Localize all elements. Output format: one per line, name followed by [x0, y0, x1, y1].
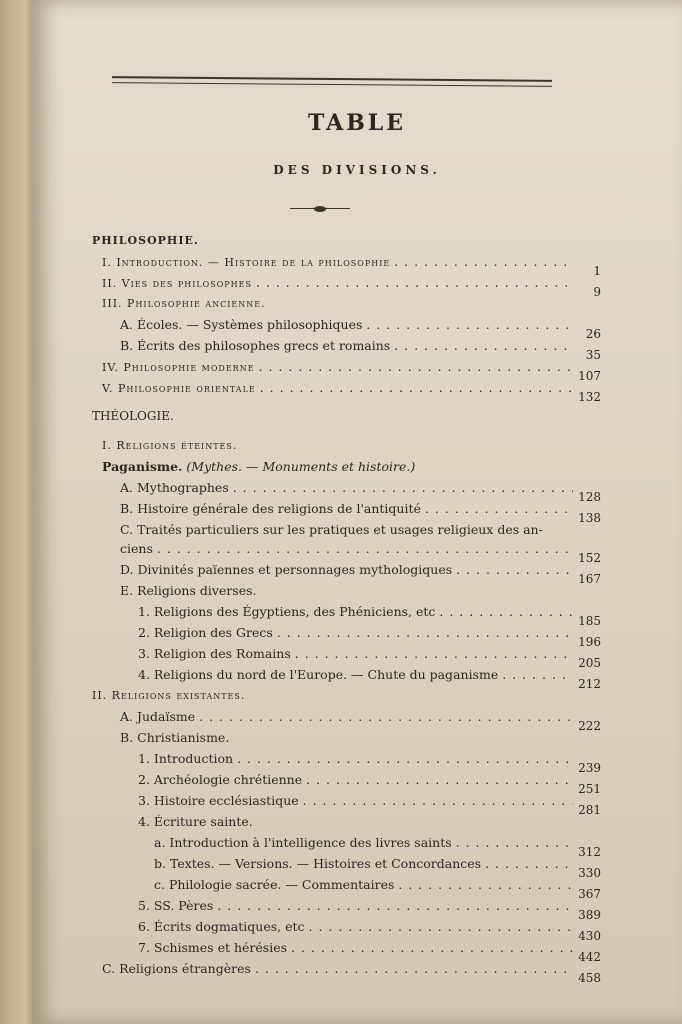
- top-rule: [112, 76, 552, 82]
- toc-subheading: E. Religions diverses.: [120, 583, 257, 598]
- toc-entry: 5. SS. Pères . . . 389: [92, 897, 577, 918]
- page-number: 281: [578, 803, 601, 817]
- page-number: 458: [578, 971, 601, 985]
- page-number: 442: [578, 950, 601, 964]
- toc-entry-wrap: C. Traités particuliers sur les pratiques et usages religieux des an-: [120, 522, 543, 537]
- toc-subheading: I. Religions éteintes.: [102, 439, 238, 452]
- toc-entry: 3. Religion des Romains . . . 205: [92, 645, 577, 666]
- table-of-contents: [92, 232, 601, 985]
- page-number: 430: [578, 929, 601, 943]
- toc-entry: A. Judaïsme . . . 222: [92, 708, 577, 729]
- toc-subheading: II. Religions existantes.: [92, 689, 246, 702]
- toc-entry: 6. Écrits dogmatiques, etc . . . 430: [92, 918, 577, 939]
- toc-entry: D. Divinités païennes et personnages mythologiques . . . 167: [92, 561, 577, 582]
- toc-entry: 1. Religions des Égyptiens, des Phéniciens, etc . . . 185: [92, 603, 577, 624]
- book-page: [32, 0, 682, 1024]
- page-number: 330: [578, 866, 601, 880]
- page-number: 107: [578, 369, 601, 383]
- page-number: 152: [578, 551, 601, 565]
- toc-entry: V. Philosophie orientale . . . 132: [92, 379, 577, 400]
- toc-entry: III. Philosophie ancienne.: [102, 297, 266, 310]
- toc-entry: 1. Introduction . . . 239: [92, 750, 577, 771]
- page-number: 9: [593, 285, 601, 299]
- page-number: 26: [585, 327, 601, 341]
- page-title: TABLE: [307, 110, 407, 136]
- page-number: 205: [578, 656, 601, 670]
- page-number: 222: [578, 719, 601, 733]
- ornament-divider: [290, 206, 350, 212]
- toc-entry: 3. Histoire ecclésiastique . . . 281: [92, 792, 577, 813]
- toc-subheading-paganisme: Paganisme. (Mythes. — Monuments et histoire.): [102, 459, 416, 474]
- toc-entry: B. Histoire générale des religions de l'antiquité . . . 138: [92, 500, 577, 521]
- toc-entry: 2. Archéologie chrétienne . . . 251: [92, 771, 577, 792]
- toc-entry: b. Textes. — Versions. — Histoires et Concordances . . . 330: [92, 855, 577, 876]
- page-number: 367: [578, 887, 601, 901]
- toc-entry: 7. Schismes et hérésies . . . 442: [92, 939, 577, 960]
- page-number: 212: [578, 677, 601, 691]
- page-number: 132: [578, 390, 601, 404]
- page-subtitle: DES DIVISIONS.: [273, 163, 441, 177]
- toc-entry: c. Philologie sacrée. — Commentaires . . . 367: [92, 876, 577, 897]
- section-heading-philosophie: PHILOSOPHIE.: [92, 234, 199, 247]
- section-heading-theologie: THÉOLOGIE.: [92, 409, 174, 423]
- page-number: 251: [578, 782, 601, 796]
- toc-entry: I. Introduction. — Histoire de la philosophie . . . 1: [92, 253, 577, 274]
- toc-entry: 2. Religion des Grecs . . . 196: [92, 624, 577, 645]
- page-number: 196: [578, 635, 601, 649]
- toc-entry: IV. Philosophie moderne . . . 107: [92, 358, 577, 379]
- page-number: 128: [578, 490, 601, 504]
- toc-entry: a. Introduction à l'intelligence des livres saints . . . 312: [92, 834, 577, 855]
- toc-entry: ciens . . . 152: [92, 540, 577, 561]
- page-number: 185: [578, 614, 601, 628]
- page-number: 312: [578, 845, 601, 859]
- page-number: 35: [585, 348, 601, 362]
- toc-entry: C. Religions étrangères . . . 458: [92, 960, 577, 981]
- toc-entry: 4. Religions du nord de l'Europe. — Chute du paganisme . . . 212: [92, 666, 577, 687]
- page-number: 1: [593, 264, 601, 278]
- toc-subheading: 4. Écriture sainte.: [138, 814, 253, 829]
- toc-entry: A. Écoles. — Systèmes philosophiques . . . 26: [92, 316, 577, 337]
- toc-entry: B. Écrits des philosophes grecs et romains . . . 35: [92, 337, 577, 358]
- page-number: 389: [578, 908, 601, 922]
- top-rule-thin: [112, 82, 552, 87]
- page-number: 167: [578, 572, 601, 586]
- page-number: 138: [578, 511, 601, 525]
- toc-entry: II. Vies des philosophes . . . 9: [92, 274, 577, 295]
- toc-entry: A. Mythographes . . . 128: [92, 479, 577, 500]
- toc-subheading: B. Christianisme.: [120, 730, 230, 745]
- page-number: 239: [578, 761, 601, 775]
